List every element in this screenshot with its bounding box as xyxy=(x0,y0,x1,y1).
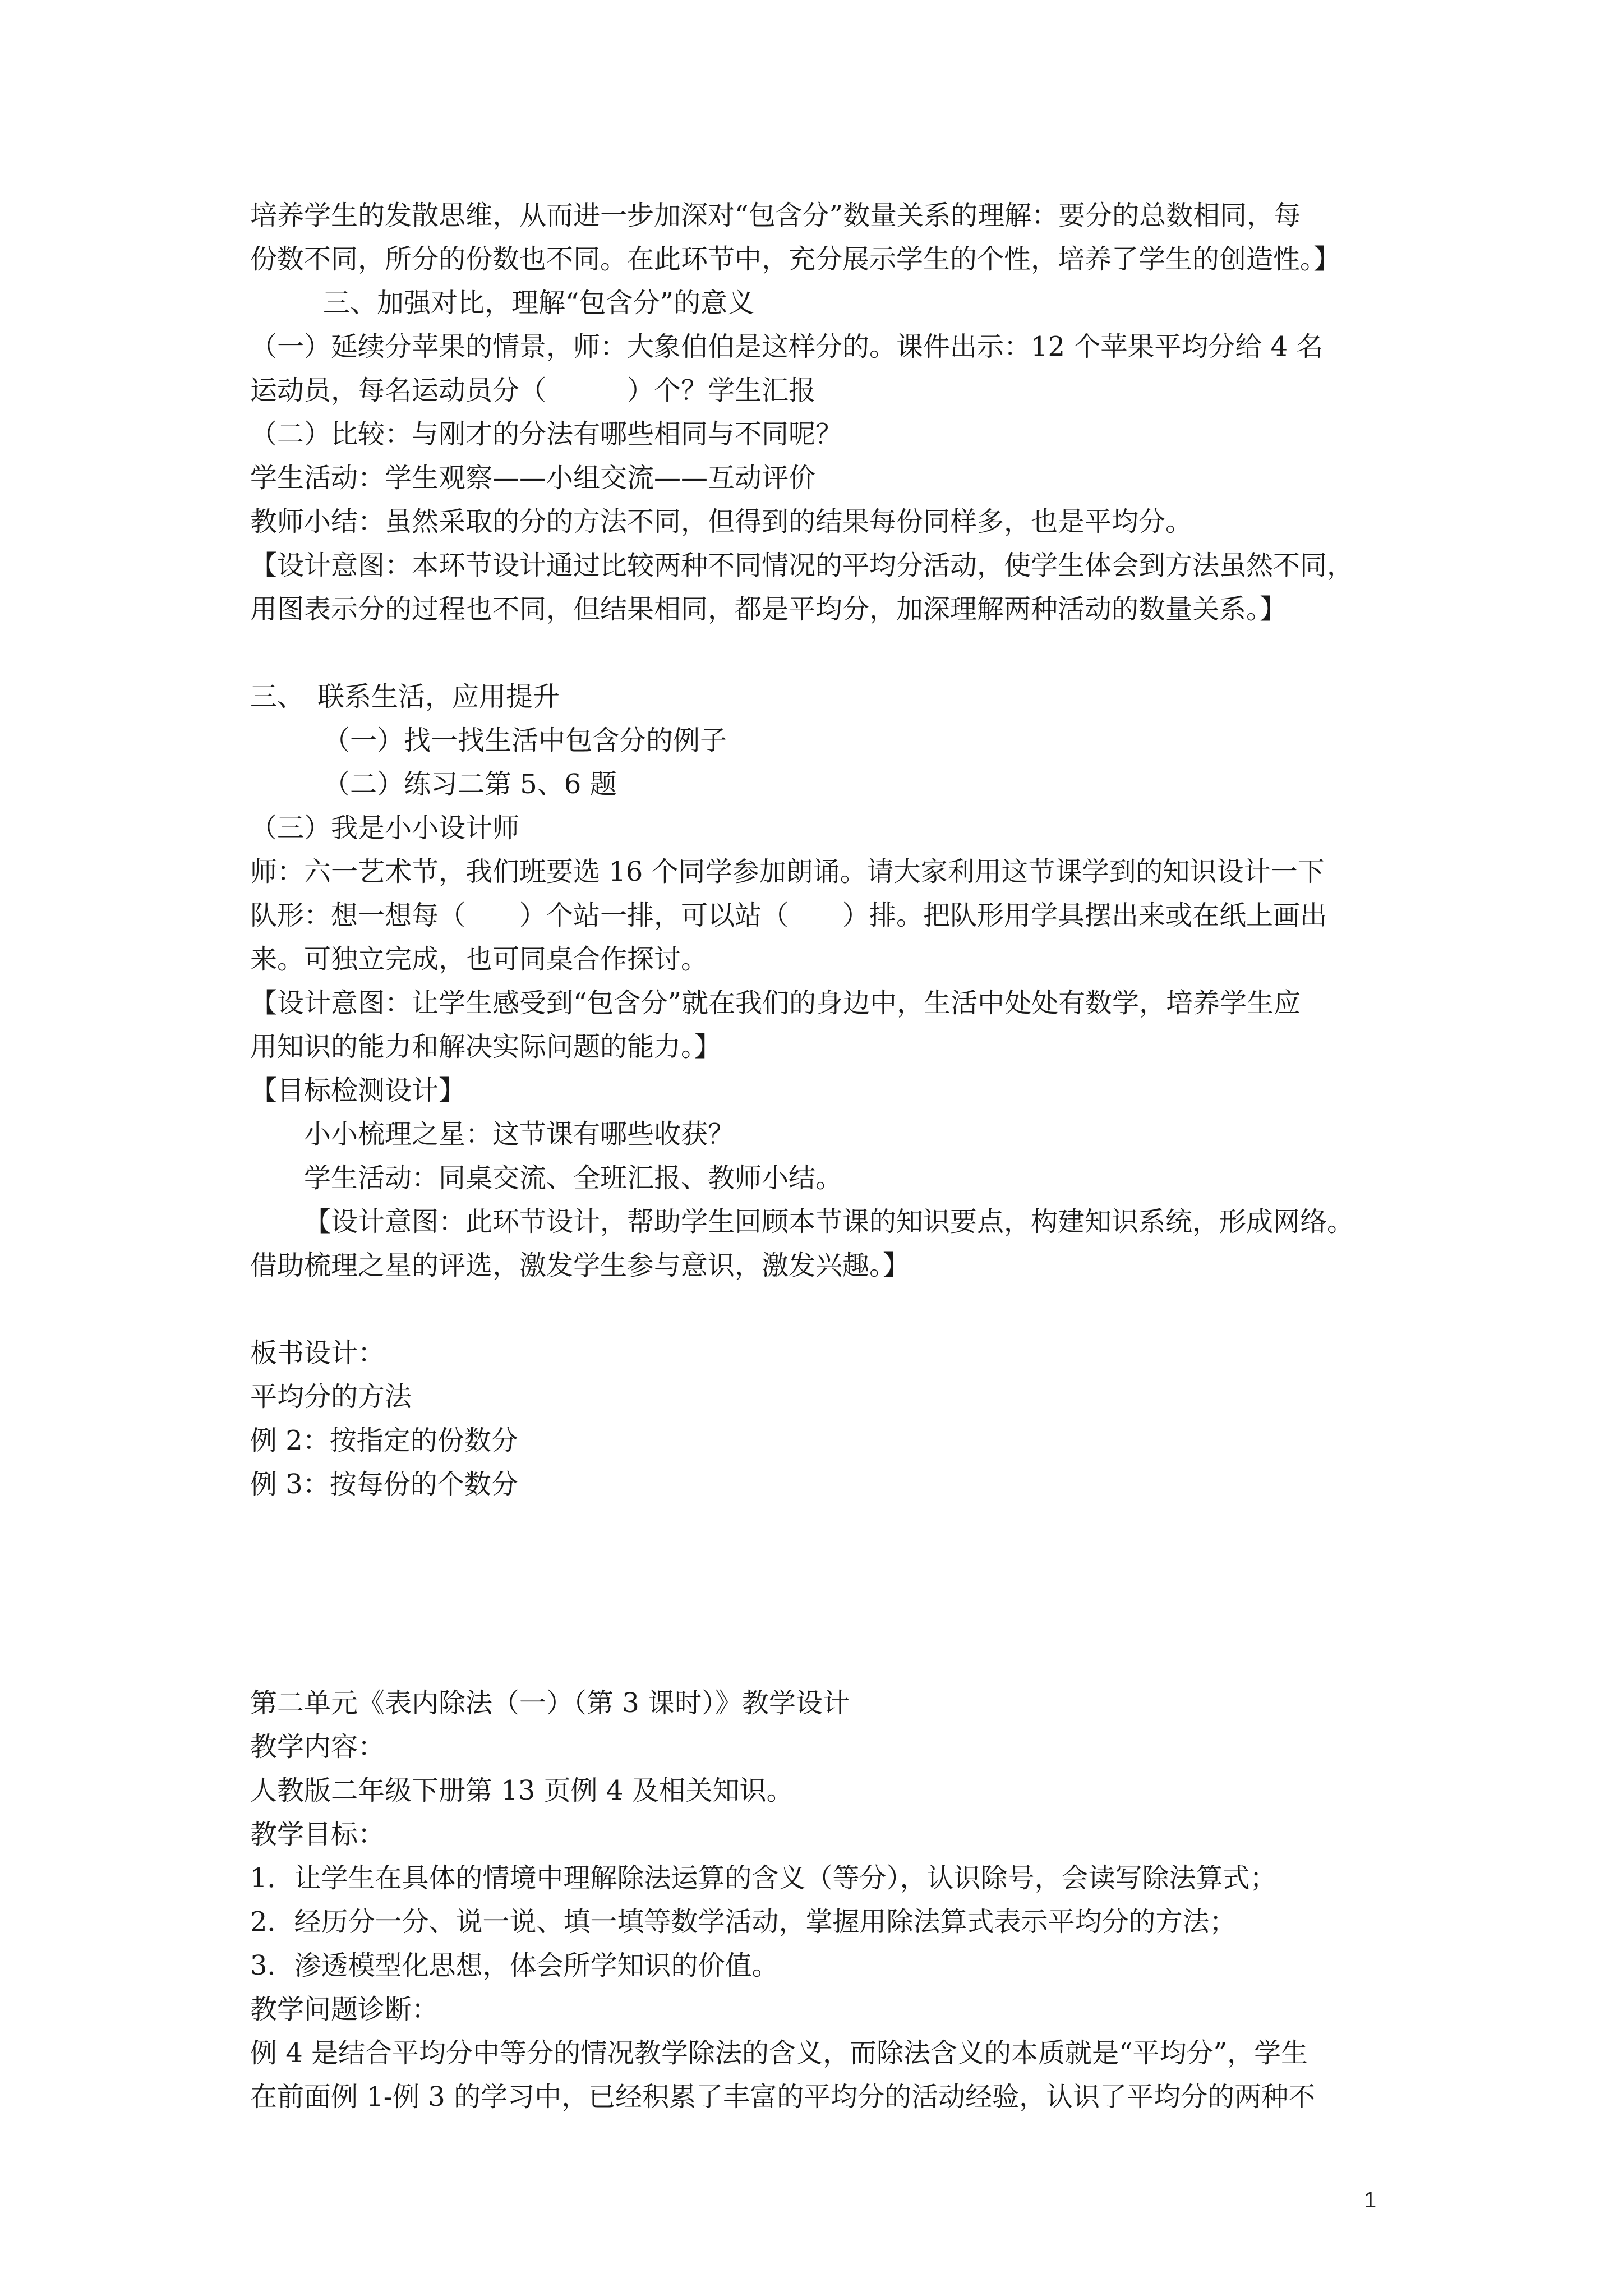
paragraph-line: （二）比较：与刚才的分法有哪些相同与不同呢？ xyxy=(250,418,843,450)
paragraph-line: （一）延续分苹果的情景，师：大象伯伯是这样分的。课件出示：12 个苹果平均分给 4 名 xyxy=(250,331,1324,362)
page-number: 1 xyxy=(1364,2188,1377,2212)
design-intent-line: 用图表示分的过程也不同，但结果相同，都是平均分，加深理解两种活动的数量关系。】 xyxy=(250,593,1287,625)
design-intent-line: 借助梳理之星的评选，激发学生参与意识，激发兴趣。】 xyxy=(250,1250,910,1281)
paragraph-line: 来。可独立完成，也可同桌合作探讨。 xyxy=(250,944,708,975)
section-heading: 三、 联系生活，应用提升 xyxy=(250,681,560,712)
spacer xyxy=(250,1287,1394,1331)
paragraph-line: 在前面例 1-例 3 的学习中，已经积累了丰富的平均分的活动经验，认识了平均分的两种不 xyxy=(250,2081,1316,2113)
list-item: 1．让学生在具体的情境中理解除法运算的含义（等分），认识除号，会读写除法算式； xyxy=(250,1862,1277,1894)
section-heading: 教学目标： xyxy=(250,1819,385,1850)
paragraph-line: 例 2：按指定的份数分 xyxy=(250,1425,518,1456)
paragraph-line: 例 3：按每份的个数分 xyxy=(250,1469,518,1500)
design-intent-line: 用知识的能力和解决实际问题的能力。】 xyxy=(250,1031,722,1062)
paragraph-line: 份数不同，所分的份数也不同。在此环节中，充分展示学生的个性，培养了学生的创造性。】 xyxy=(250,243,1341,275)
spacer xyxy=(250,1506,1394,1681)
list-item: 2．经历分一分、说一说、填一填等数学活动，掌握用除法算式表示平均分的方法； xyxy=(250,1906,1237,1938)
section-heading: 【目标检测设计】 xyxy=(250,1075,466,1106)
section-heading: 教学问题诊断： xyxy=(250,1994,439,2025)
paragraph-line: 平均分的方法 xyxy=(250,1381,412,1412)
design-intent-line: 【设计意图：本环节设计通过比较两种不同情况的平均分活动，使学生体会到方法虽然不同， xyxy=(250,550,1354,581)
section-heading: 板书设计： xyxy=(250,1337,385,1369)
paragraph-line: 队形：想一想每（ ）个站一排，可以站（ ）排。把队形用学具摆出来或在纸上画出 xyxy=(250,900,1327,931)
section-heading: 三、加强对比，理解“包含分”的意义 xyxy=(323,287,755,319)
paragraph-line: 小小梳理之星：这节课有哪些收获？ xyxy=(304,1119,735,1150)
spacer xyxy=(250,631,1394,675)
section-heading: 教学内容： xyxy=(250,1731,385,1763)
design-intent-line: 【设计意图：此环节设计，帮助学生回顾本节课的知识要点，构建知识系统，形成网络。 xyxy=(304,1206,1354,1237)
paragraph-line: 培养学生的发散思维，从而进一步加深对“包含分”数量关系的理解：要分的总数相同，每 xyxy=(250,200,1301,231)
paragraph-line: （一）找一找生活中包含分的例子 xyxy=(323,725,727,756)
paragraph-line: 例 4 是结合平均分中等分的情况教学除法的含义，而除法含义的本质就是“平均分”，学生 xyxy=(250,2037,1308,2069)
paragraph-line: 人教版二年级下册第 13 页例 4 及相关知识。 xyxy=(250,1775,794,1806)
paragraph-line: 师：六一艺术节，我们班要选 16 个同学参加朗诵。请大家利用这节课学到的知识设计一下 xyxy=(250,856,1325,887)
list-item: 3．渗透模型化思想，体会所学知识的价值。 xyxy=(250,1950,779,1981)
paragraph-line: 学生活动：同桌交流、全班汇报、教师小结。 xyxy=(304,1162,843,1194)
paragraph-line: 运动员，每名运动员分（ ）个？学生汇报 xyxy=(250,375,816,406)
paragraph-line: （三）我是小小设计师 xyxy=(250,812,520,844)
document-body xyxy=(250,194,1394,2119)
paragraph-line: 学生活动：学生观察——小组交流——互动评价 xyxy=(250,462,816,494)
document-title: 第二单元《表内除法（一）（第 3 课时）》教学设计 xyxy=(250,1687,850,1719)
paragraph-line: （二）练习二第 5、6 题 xyxy=(323,769,617,800)
design-intent-line: 【设计意图：让学生感受到“包含分”就在我们的身边中，生活中处处有数学，培养学生应 xyxy=(250,987,1301,1019)
paragraph-line: 教师小结：虽然采取的分的方法不同，但得到的结果每份同样多，也是平均分。 xyxy=(250,506,1193,537)
